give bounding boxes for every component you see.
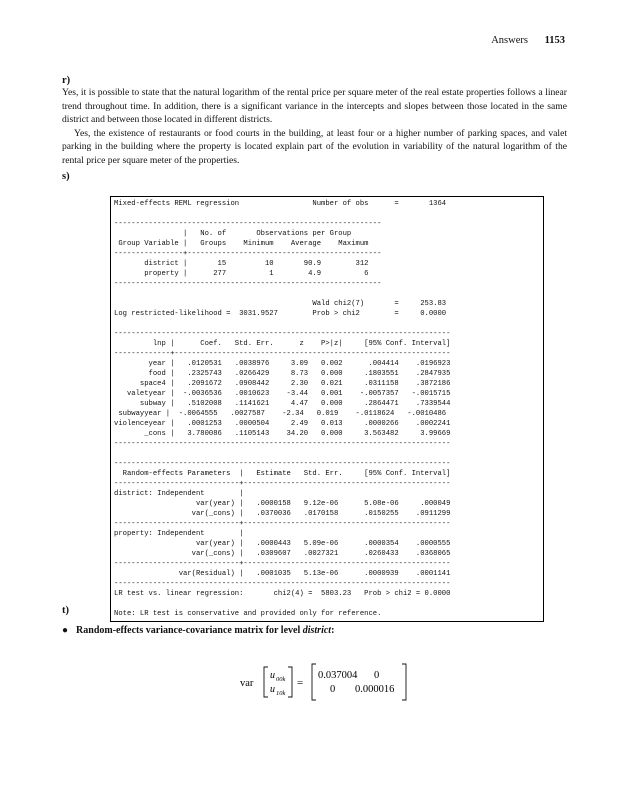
part-t-label: t) — [62, 605, 69, 616]
vector-top-u: u — [270, 670, 275, 681]
part-r-answer — [62, 86, 567, 168]
matrix-right-bracket — [402, 664, 406, 700]
part-r-label: r) — [62, 75, 71, 86]
running-header — [491, 35, 565, 46]
paragraph-1: Yes, it is possible to state that the natural logarithm of the rental price per square meter of the real estate properties follows a linear trend throughout time. In addition, there is a significant variance in the intercepts and slopes between those located in the same district and between those located in different districts. — [62, 87, 567, 126]
bullet-text: Random-effects variance-covariance matrix for level — [76, 625, 301, 636]
vector-bottom-u: u — [270, 684, 275, 695]
vector-top-subscript: 00k — [276, 676, 286, 683]
page-number: 1153 — [544, 35, 565, 46]
bullet-item — [62, 625, 334, 636]
section-title: Answers — [491, 35, 528, 46]
bullet-colon: : — [331, 625, 335, 636]
variance-matrix-equation — [240, 662, 410, 704]
stata-output-box — [110, 196, 544, 622]
matrix-cell-21: 0 — [330, 684, 336, 695]
matrix-left-bracket — [312, 664, 316, 700]
matrix-cell-12: 0 — [374, 670, 380, 681]
stata-output-text: Mixed-effects REML regression Number of obs = 1364 -------------------------------------------------------------- | No. of Observations per Group Group Variable | Groups Minimum Average Maximum ----------------+--------------------------------------------- district | 15 10 90.9 312 property | 277 1 4.9 6 -------------------------------------------------------------- Wald chi2(7) = 253.83 Log restricted-likelihood = 3031.9527 Prob > chi2 = 0.0000 ------------------------------------------------------------------------------ lnp | Coef. Std. Err. z P>|z| [95% Conf. Interval] -------------+---------------------------------------------------------------- year | .0120531 .0038976 3.09 0.002 .004414 .0196923 food | .2325743 .0266429 8.73 0.000 .1803551 .2847935 space4 | .2091672 .0908442 2.30 0.021 .0311158 .3872186 valetyear | -.0036536 .0010623 -3.44 0.001 -.0057357 -.0015715 subway | .5102008 .1141621 4.47 0.000 .2864471 .7339544 subwayyear | -.0064555 .0027587 -2.34 0.019 -.0118624 -.0010486 violenceyear | .0001253 .0000504 2.49 0.013 .0000266 .0002241 _cons | 3.780086 .1105143 34.20 0.000 3.563482 3.99669 ------------------------------------------------------------------------------ ------------------------------------------------------------------------------ Random-effects Parameters | Estimate Std. Err. [95% Conf. Interval] -----------------------------+------------------------------------------------ district: Independent | var(year) | .0000158 9.12e-06 5.08e-06 .000049 var(_cons) | .0370036 .0170158 .0150255 .0911299 -----------------------------+------------------------------------------------ property: Independent | var(year) | .0000443 5.09e-06 .0000354 .0000555 var(_cons) | .0309607 .0027321 .0260433 .0368065 -----------------------------+------------------------------------------------ var(Residual) | .0001035 5.13e-06 .0000939 .0001141 ------------------------------------------------------------------------------ LR test vs. linear regression: chi2(4) = 5803.23 Prob > chi2 = 0.0000 Note: LR test is conservative and provided only for reference. — [114, 200, 451, 618]
equation-var: var — [240, 678, 254, 689]
equals-sign: = — [297, 677, 304, 689]
vector-left-bracket — [264, 667, 268, 697]
bullet-emphasis: district — [302, 625, 332, 636]
part-s-label: s) — [62, 171, 70, 182]
vector-right-bracket — [288, 667, 292, 697]
vector-bottom-subscript: 10k — [276, 690, 286, 697]
paragraph-2: Yes, the existence of restaurants or food courts in the building, at least four or a higher number of parking spaces, and valet parking in the building where the property is located explain part of the evolution in variability of the natural logarithm of the rental price per square meter of the properties. — [62, 127, 567, 166]
bullet-dot-icon: ● — [62, 625, 69, 636]
matrix-cell-11: 0.037004 — [318, 670, 358, 681]
matrix-cell-22: 0.000016 — [355, 684, 395, 695]
